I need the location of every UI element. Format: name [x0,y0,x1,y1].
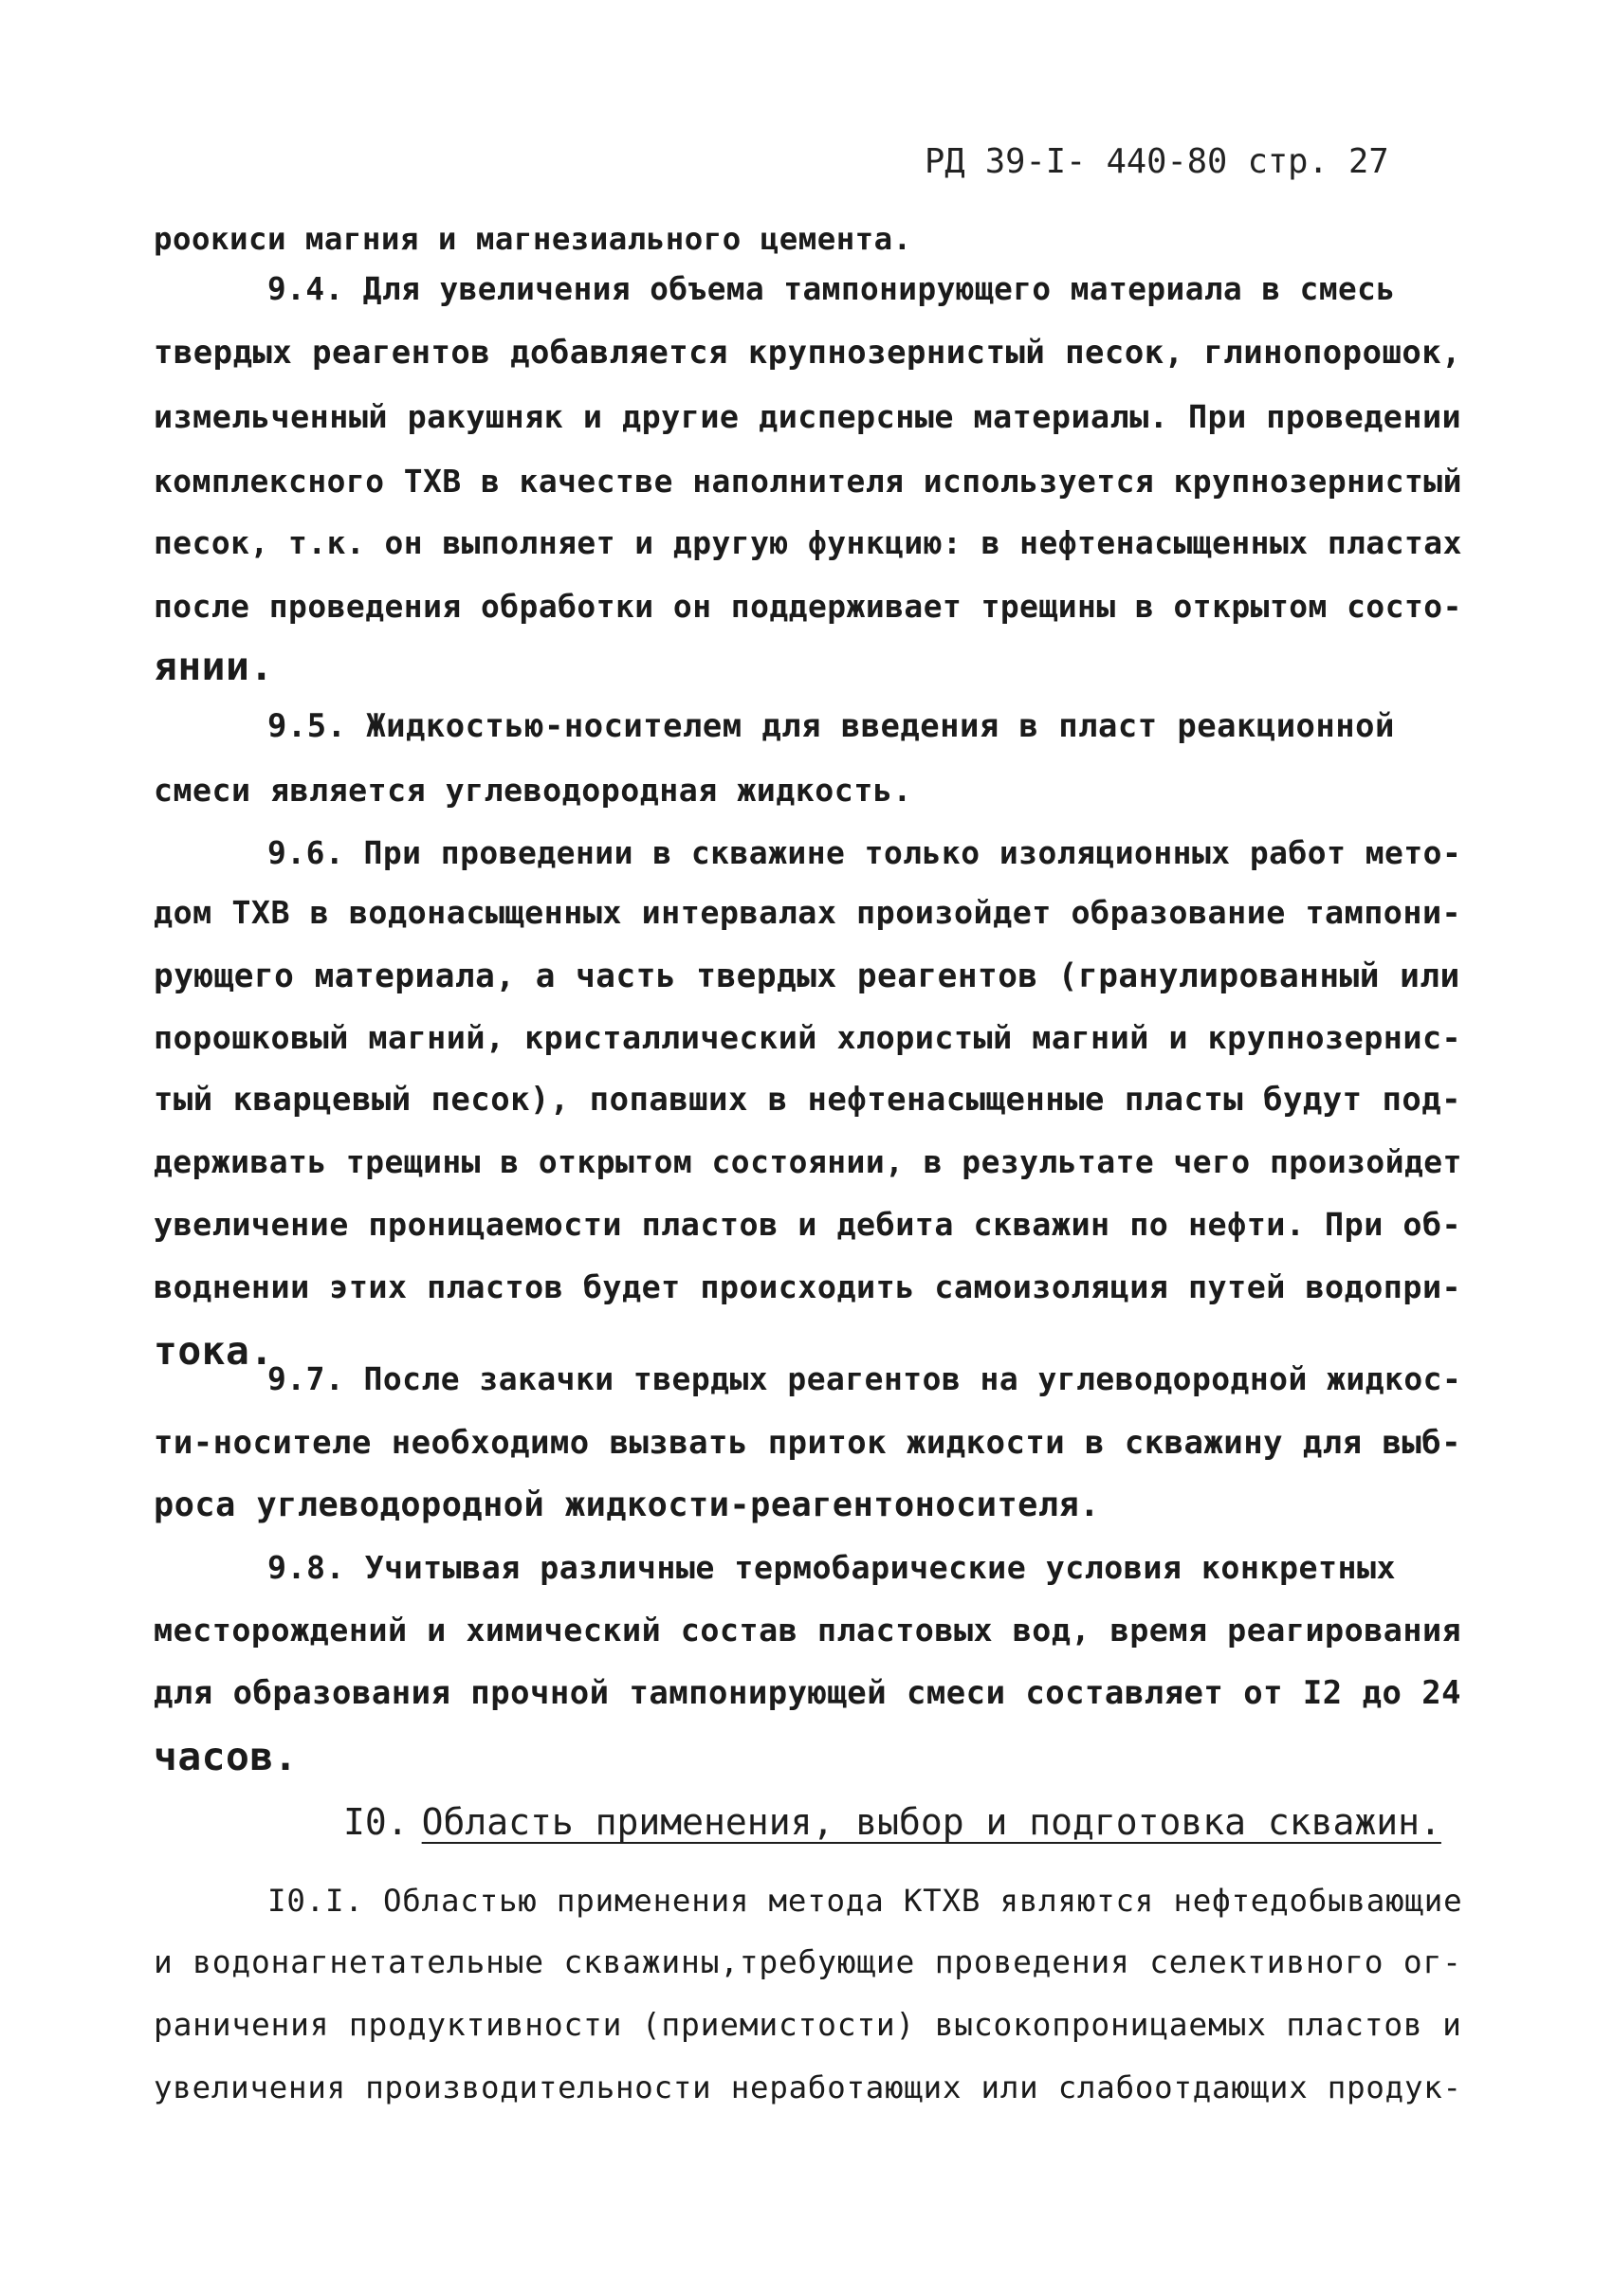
document-reference-header: РД 39-I- 440-80 стр. 27 [925,142,1389,181]
text-line: рующего материала, а часть твердых реагентов (гранулированный или [154,957,1460,995]
text-line: для образования прочной тампонирующей смеси составляет от I2 до 24 [154,1674,1462,1711]
text-line: тый кварцевый песок), попавших в нефтенасыщенные пласты будут под- [154,1081,1462,1118]
text-line: 9.7. После закачки твердых реагентов на углеводородной жидкос- [267,1360,1462,1397]
text-line: комплексного ТХВ в качестве наполнителя используется крупнозернистый [154,463,1462,500]
section-number: I0. [343,1801,409,1843]
text-line: 9.8. Учитывая различные термобарические условия конкретных [267,1549,1397,1586]
text-line: 9.5. Жидкостью-носителем для введения в пласт реакционной [267,707,1395,744]
text-line: янии. [154,644,274,689]
text-line: увеличение проницаемости пластов и дебита скважин по нефти. При об- [154,1206,1462,1243]
text-line: 9.6. При проведении в скважине только изоляционных работ мето- [267,834,1462,871]
text-line: увеличения производительности неработающих или слабоотдающих продук- [154,2069,1462,2105]
section-heading [343,1794,1441,1850]
text-line: I0.I. Областью применения метода КТХВ являются нефтедобывающие [267,1883,1463,1919]
text-line: песок, т.к. он выполняет и другую функцию: в нефтенасыщенных пластах [154,524,1462,561]
text-line: порошковый магний, кристаллический хлористый магний и крупнозернис- [154,1019,1462,1056]
text-line: и водонагнетательные скважины,требующие проведения селективного ог- [154,1943,1462,1980]
text-line: тока. [154,1328,274,1374]
text-line: месторождений и химический состав пластовых вод, время реагирования [154,1612,1462,1649]
text-line: воднении этих пластов будет происходить самоизоляция путей водопри- [154,1268,1462,1305]
text-line: смеси является углеводородная жидкость. [154,772,912,809]
text-line: дом ТХВ в водонасыщенных интервалах произойдет образование тампони- [154,894,1462,931]
text-line: измельченный ракушняк и другие дисперсные материалы. При проведении [154,398,1462,435]
text-line: после проведения обработки он поддерживает трещины в открытом состо- [154,588,1462,625]
text-line: роокиси магния и магнезиального цемента. [154,221,912,257]
text-line: часов. [154,1734,299,1779]
text-line: ти-носителе необходимо вызвать приток жидкости в скважину для выб- [154,1424,1462,1461]
text-line: раничения продуктивности (приемистости) высокопроницаемых пластов и [154,2006,1462,2043]
text-line: твердых реагентов добавляется крупнозернистый песок, глинопорошок, [154,334,1462,371]
text-line: роса углеводородной жидкости-реагентоносителя. [154,1485,1100,1524]
section-title: Область применения, выбор и подготовка скважин. [421,1801,1441,1843]
text-line: держивать трещины в открытом состоянии, в результате чего произойдет [154,1143,1462,1180]
text-line: 9.4. Для увеличения объема тампонирующего материала в смесь [267,271,1396,307]
